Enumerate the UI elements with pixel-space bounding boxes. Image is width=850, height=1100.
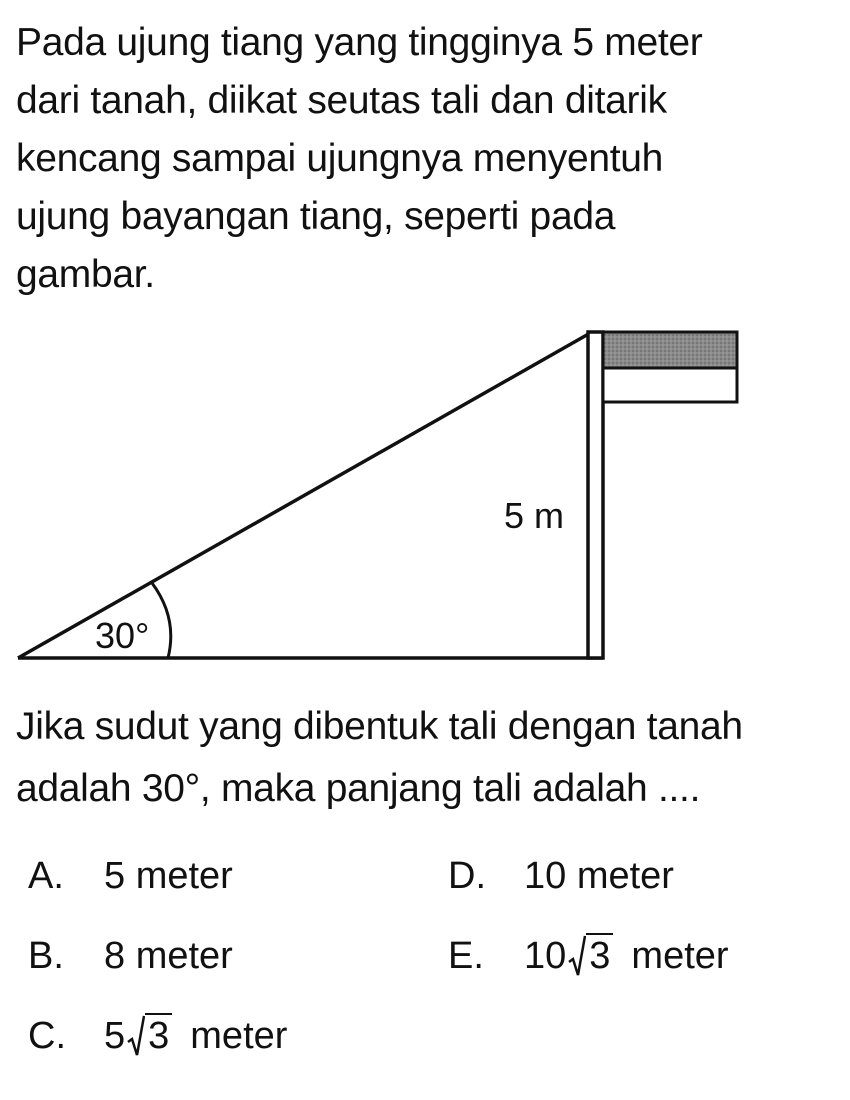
square-root xyxy=(127,1012,172,1060)
option-letter: E. xyxy=(448,935,484,977)
problem-line: kencang sampai ujungnya menyentuh xyxy=(16,137,664,180)
option-a[interactable] xyxy=(28,852,233,900)
problem-line: ujung bayangan tiang, seperti pada xyxy=(16,195,616,238)
height-label: 5 m xyxy=(504,495,565,536)
option-unit: meter xyxy=(190,1015,288,1057)
option-radicand: 3 xyxy=(145,1013,172,1057)
problem-line: gambar. xyxy=(16,253,155,296)
option-letter: B. xyxy=(28,935,64,977)
angle-arc xyxy=(152,583,171,658)
angle-label: 30° xyxy=(95,615,150,656)
option-d[interactable] xyxy=(448,852,674,900)
option-unit: meter xyxy=(631,935,729,977)
option-letter: A. xyxy=(28,855,64,897)
problem-line: Pada ujung tiang yang tingginya 5 meter xyxy=(16,21,703,64)
option-b[interactable] xyxy=(28,932,233,980)
option-coefficient: 10 xyxy=(524,935,567,977)
problem-line: dari tanah, diikat seutas tali dan ditarik xyxy=(16,79,667,122)
problem-statement xyxy=(16,14,826,304)
option-e[interactable] xyxy=(448,932,729,980)
option-letter: C. xyxy=(28,1015,66,1057)
option-coefficient: 5 xyxy=(104,1015,126,1057)
radical-sign-icon xyxy=(127,1014,145,1058)
option-text: 5 meter xyxy=(104,855,233,897)
option-text: 8 meter xyxy=(104,935,233,977)
option-text: 10 meter xyxy=(524,855,674,897)
pole-diagram xyxy=(0,318,850,678)
option-radicand: 3 xyxy=(586,933,613,977)
option-letter: D. xyxy=(448,855,486,897)
question-line: Jika sudut yang dibentuk tali dengan tanah xyxy=(16,705,743,748)
square-root xyxy=(568,932,613,980)
option-c[interactable] xyxy=(28,1012,287,1060)
radical-sign-icon xyxy=(568,934,586,978)
question-line: adalah 30°, maka panjang tali adalah .... xyxy=(16,767,701,810)
question-statement xyxy=(16,696,836,820)
pole xyxy=(588,332,603,658)
flag xyxy=(603,332,737,402)
